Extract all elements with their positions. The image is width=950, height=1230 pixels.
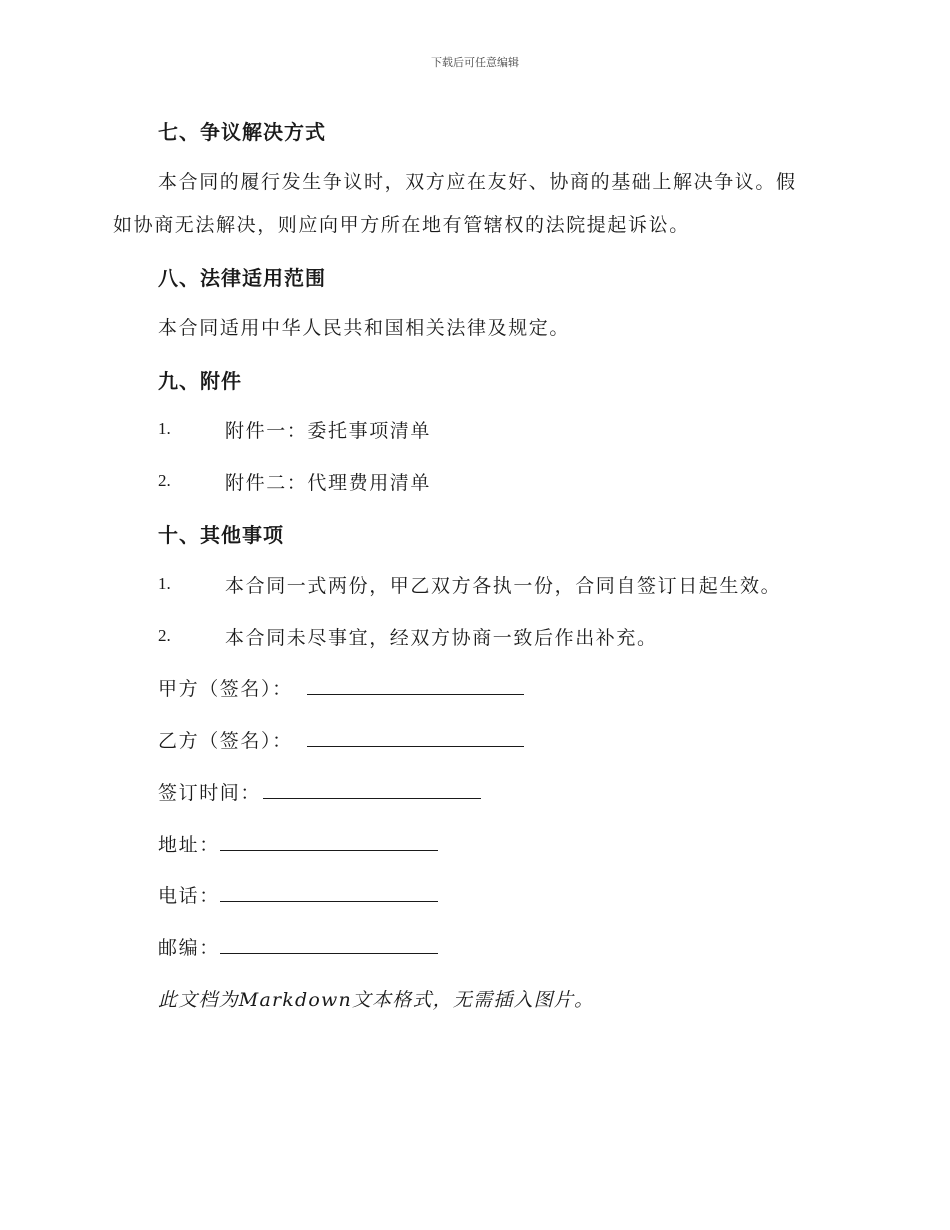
format-note: 此文档为Markdown文本格式，无需插入图片。 xyxy=(158,989,595,1011)
party-b-label: 乙方（签名）： xyxy=(158,730,293,752)
address-label: 地址： xyxy=(158,834,220,856)
list-item: 附件一：委托事项清单 xyxy=(225,420,432,442)
list-item-number: 2. xyxy=(158,471,171,490)
list-item: 本合同一式两份，甲乙双方各执一份，合同自签订日起生效。 xyxy=(225,575,782,597)
postcode-line[interactable] xyxy=(220,953,438,954)
section-heading-dispute: 七、争议解决方式 xyxy=(158,120,326,144)
dispute-paragraph-line1: 本合同的履行发生争议时，双方应在友好、协商的基础上解决争议。假 xyxy=(158,171,797,193)
law-paragraph: 本合同适用中华人民共和国相关法律及规定。 xyxy=(158,317,571,339)
list-item-number: 1. xyxy=(158,574,171,593)
section-heading-law: 八、法律适用范围 xyxy=(158,266,326,290)
phone-line[interactable] xyxy=(220,901,438,902)
address-line[interactable] xyxy=(220,850,438,851)
party-a-label: 甲方（签名）： xyxy=(158,678,293,700)
party-b-signature-line[interactable] xyxy=(307,746,524,747)
phone-label: 电话： xyxy=(158,885,220,907)
list-item: 本合同未尽事宜，经双方协商一致后作出补充。 xyxy=(225,627,658,649)
postcode-label: 邮编： xyxy=(158,937,220,959)
section-heading-attachments: 九、附件 xyxy=(158,369,242,393)
sign-date-line[interactable] xyxy=(263,798,481,799)
list-item: 附件二：代理费用清单 xyxy=(225,472,432,494)
page-header: 下载后可任意编辑 xyxy=(431,56,519,69)
list-item-number: 1. xyxy=(158,419,171,438)
sign-date-label: 签订时间： xyxy=(158,782,262,804)
list-item-number: 2. xyxy=(158,626,171,645)
party-a-signature-line[interactable] xyxy=(307,694,524,695)
section-heading-other: 十、其他事项 xyxy=(158,523,284,547)
dispute-paragraph-line2: 如协商无法解决，则应向甲方所在地有管辖权的法院提起诉讼。 xyxy=(113,214,690,236)
